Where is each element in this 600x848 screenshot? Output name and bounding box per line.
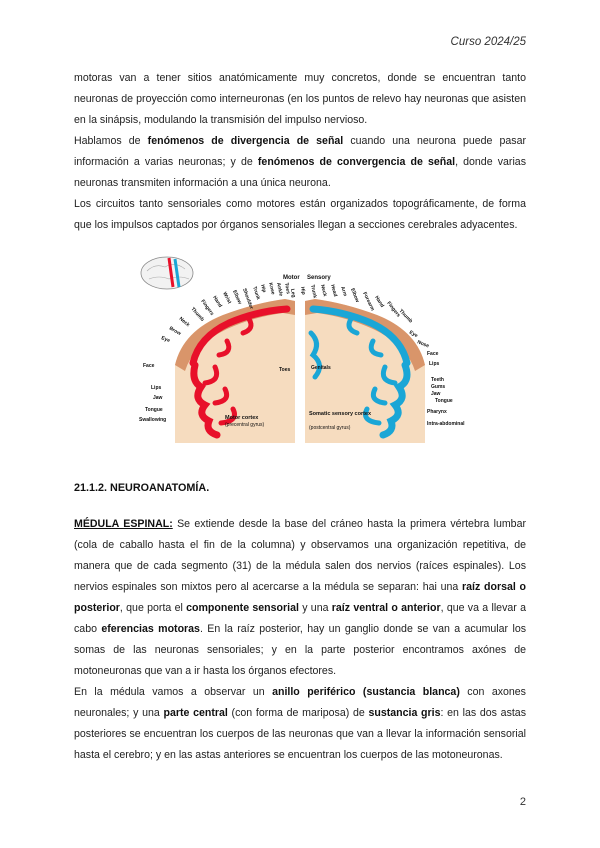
sensory-label: Thumb xyxy=(397,308,414,325)
sensory-label: Neck xyxy=(319,284,328,298)
somatic-cortex-sublabel: (postcentral gyrus) xyxy=(309,425,351,431)
motor-label: Face xyxy=(143,363,155,369)
motor-label: Jaw xyxy=(153,395,163,401)
sensory-label: Tongue xyxy=(435,398,453,404)
sensory-label: Forearm xyxy=(361,291,376,312)
sensory-label: Eye xyxy=(408,329,419,340)
paragraph-2: Hablamos de fenómenos de divergencia de señal cuando una neurona puede pasar información a varias neuronas; y de fenómenos de convergencia de señal, donde varias neuronas transmiten información a una única neurona. xyxy=(74,135,527,189)
motor-title: Motor xyxy=(283,275,300,281)
motor-label: Wrist xyxy=(221,291,233,305)
sensory-label: Jaw xyxy=(431,391,441,397)
motor-label: Knee xyxy=(267,282,276,296)
motor-label: Hip xyxy=(259,283,268,294)
motor-label: Lips xyxy=(151,385,162,391)
sensory-label: Leg xyxy=(289,288,297,299)
sensory-label: Arm xyxy=(339,285,348,298)
motor-label: Fingers xyxy=(199,298,215,317)
sensory-label: Trunk xyxy=(309,284,318,299)
toes-label: Toes xyxy=(279,367,291,373)
motor-label: Neck xyxy=(177,315,191,329)
motor-label: Eye xyxy=(160,335,171,344)
sensory-title: Sensory xyxy=(307,275,331,281)
page-number: 2 xyxy=(519,796,526,808)
sensory-label: Hand xyxy=(373,294,386,309)
sensory-label: Gums xyxy=(431,384,446,390)
motor-label: Trunk xyxy=(251,285,262,301)
motor-label: Elbow xyxy=(231,289,243,306)
course-header: Curso 2024/25 xyxy=(450,36,526,48)
sensory-label: Intra-abdominal xyxy=(427,421,465,427)
sensory-label: Teeth xyxy=(431,377,444,383)
motor-label: Ankle xyxy=(275,282,284,297)
genitals-label: Genitals xyxy=(311,365,331,371)
motor-label: Tongue xyxy=(145,407,163,413)
intro-text xyxy=(74,68,526,236)
motor-label: Shoulder xyxy=(241,287,255,311)
section-heading: 21.1.2. NEUROANATOMÍA. xyxy=(74,482,210,494)
sensory-label: Elbow xyxy=(349,287,361,304)
homunculus-figure xyxy=(135,253,465,453)
body-text xyxy=(74,514,526,766)
motor-label: Swallowing xyxy=(139,417,167,423)
sensory-label: Head xyxy=(329,283,339,298)
paragraph-medula: MÉDULA ESPINAL: Se extiende desde la base del cráneo hasta la primera vértebra lumbar (cola de caballo hasta el fin de la columna) y observamos una organización repetitiva, de manera que de cada segmento (31) de la médula salen dos nervios (raíces espinales). Los nervios espinales son mixtos pero al acercarse a la médula se separan: hai una raíz dorsal o posterior, que porta el componente sensorial y una raíz ventral o anterior, que va a llevar a cabo eferencias motoras. En la raíz posterior, hay un ganglio donde se van a acumular los somas de las neuronas sensoriales; y en la parte posterior encontramos axónes de motoneuronas que van a ir hasta los órganos efectores. xyxy=(74,518,527,677)
brain-thumbnail-icon xyxy=(141,257,193,289)
motor-cortex-sublabel: (precentral gyrus) xyxy=(225,422,265,428)
sensory-label: Pharynx xyxy=(427,409,447,415)
sensory-label: Fingers xyxy=(385,300,402,319)
sensory-label: Face xyxy=(427,351,439,357)
motor-label: Hand xyxy=(211,294,224,309)
somatic-cortex-label: Somatic sensory cortex xyxy=(309,411,372,417)
paragraph-3: Los circuitos tanto sensoriales como motores están organizados topográficamente, de forma que los impulsos captados por órganos sensoriales llegan a secciones cerebrales adyacentes. xyxy=(74,198,526,231)
paragraph-sustancia: En la médula vamos a observar un anillo periférico (sustancia blanca) con axones neuronales; y una parte central (con forma de mariposa) de sustancia gris: en las dos astas posteriores se encuentran los cuerpos de las neuronas que van a llevar la información sensorial hasta el cerebro; y en las astas anteriores se encuentran los cuerpos de las motoneuronas. xyxy=(74,686,526,761)
motor-label: Thumb xyxy=(189,306,206,323)
sensory-label: Nose xyxy=(416,339,430,350)
motor-label: Toes xyxy=(283,282,291,295)
paragraph-1: motoras van a tener sitios anatómicamente muy concretos, donde se encuentran tanto neuronas de proyección como interneuronas (en los puntos de relevo hay neuronas que asisten en la sinápsis, modulando la transmisión del impulso nervioso. xyxy=(74,72,526,126)
sensory-label: Hip xyxy=(299,286,307,296)
motor-label: Brow xyxy=(168,325,182,337)
sensory-label: Lips xyxy=(429,361,440,367)
motor-cortex-label: Motor cortex xyxy=(225,415,259,421)
